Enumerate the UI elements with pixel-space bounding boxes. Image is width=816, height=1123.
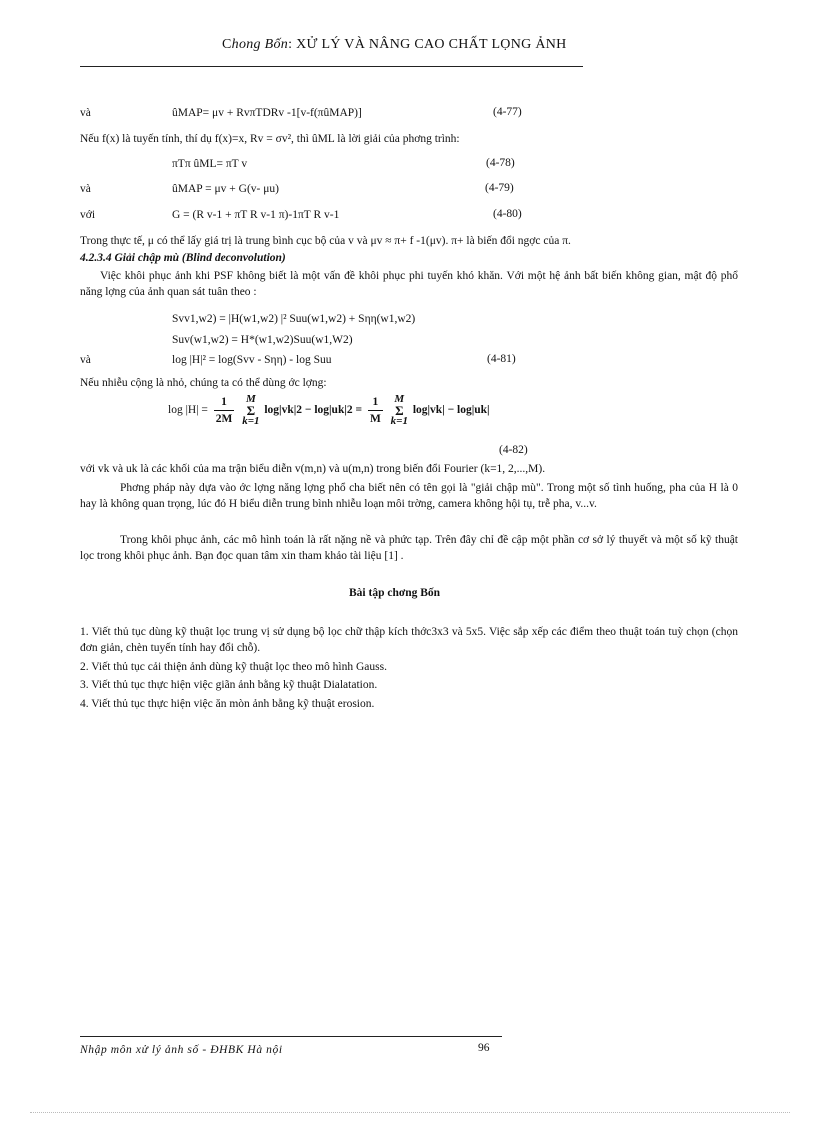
eq82-frac1-num: 1	[214, 394, 235, 411]
header-rule	[80, 66, 583, 67]
exercise-item-3: 3. Viết thủ tục thực hiện việc giãn ảnh bằng kỹ thuật Dialatation.	[80, 679, 378, 691]
page-header	[222, 38, 567, 52]
line-noise: Nếu nhiễu cộng là nhỏ, chúng ta có thể dùng ớc lợng:	[80, 377, 327, 389]
footer-rule	[80, 1036, 502, 1037]
eq82-frac1-den: 2M	[215, 413, 233, 425]
eq82-sum2-bot: k=1	[390, 415, 408, 427]
eq77-number: (4-77)	[493, 106, 522, 118]
eq80-lead: với	[80, 209, 96, 221]
exercise-item-1-text: 1. Viết thủ tục dùng kỹ thuật lọc trung vị sử dụng bộ lọc chữ thập kích thớc3x3 và 5x5. Việc sắp xếp các điểm theo thuật toán tuỳ chọn (chọn đơn giản, chèn tuyến tính hay đổi chỗ).	[80, 626, 738, 654]
eq79-body: ûMAP = μv + G(v- μu)	[172, 183, 279, 195]
eq82-term-2: log|vk| − log|uk|	[412, 404, 490, 417]
paragraph-method-text: Phơng pháp này dựa vào ớc lợng năng lợng phổ cha biết nên có tên gọi là "giải chập mù". Trong một số tình huống, pha của H là 0 hay là không quan trọng, lúc đó H biểu diễn trung bình nhiễu loạn môi trờng, camera không hội tụ, trễ pha, v...v.	[80, 482, 738, 510]
paragraph-blind-text: Việc khôi phục ảnh khi PSF không biết là một vấn đề khôi phục phi tuyến khó khăn. Với một hệ ảnh bất biến không gian, mật độ phổ năng lợng của ảnh quan sát tuân theo :	[80, 270, 738, 298]
line-nonlinear: Nếu f(x) là tuyến tính, thí dụ f(x)=x, Rv = σv², thì ûML là lời giải của phơng trình:	[80, 133, 460, 145]
section-title: 4.2.3.4 Giải chập mù (Blind deconvolution)	[80, 252, 286, 264]
eq82-frac2-den: M	[369, 413, 381, 425]
eq79-number: (4-79)	[485, 182, 514, 194]
line-where: với vk và uk là các khối của ma trận biểu diễn v(m,n) và u(m,n) trong biến đổi Fourier (k=1, 2,...,M).	[80, 463, 546, 475]
eq82-formula	[168, 394, 490, 427]
paragraph-summary-text: Trong khôi phục ảnh, các mô hình toán là rất nặng nề và phức tạp. Trên đây chỉ đề cập một phần cơ sở lý thuyết và một số kỹ thuật lọc trong khôi phục ảnh. Bạn đọc quan tâm xin tham khảo tài liệu [1] .	[80, 534, 738, 562]
eq77-body: ûMAP= μv + RvπTDRv -1[v-f(πûMAP)]	[172, 107, 362, 119]
eq78-body: πTπ ûML= πT v	[172, 158, 248, 170]
eq82-sum1-bot: k=1	[242, 415, 260, 427]
header-prefix: C	[222, 37, 232, 52]
eq82-sum2-sym: Σ	[395, 403, 404, 418]
eq79-lead: và	[80, 183, 91, 195]
eq82-sum-1	[242, 394, 259, 427]
exercise-item-1	[80, 624, 738, 656]
eq82-term-1: log|vk|2 − log|uk|2 =	[264, 404, 363, 417]
eq82-lhs: log |H| =	[168, 404, 208, 417]
eq81-lead: và	[80, 354, 91, 366]
header-title: XỬ LÝ VÀ NÂNG CAO CHẤT LỌNG ẢNH	[292, 37, 567, 52]
paragraph-method	[80, 480, 738, 512]
exercise-item-4: 4. Viết thủ tục thực hiện việc ăn mòn ảnh bằng kỹ thuật erosion.	[80, 698, 375, 710]
exercises-title: Bài tập chơng Bốn	[349, 587, 441, 599]
eq82-sum-2	[391, 394, 408, 427]
spectrum-eq2: Suv(w1,w2) = H*(w1,w2)Suu(w1,W2)	[172, 334, 353, 346]
header-colon: :	[288, 37, 293, 52]
paragraph-blind	[80, 268, 738, 300]
eq81-body: log |H|² = log(Svv - Sηη) - log Suu	[172, 354, 332, 366]
header-chapter: hong Bốn	[231, 37, 289, 52]
exercise-item-2: 2. Viết thủ tục cải thiện ảnh dùng kỹ thuật lọc theo mô hình Gauss.	[80, 661, 387, 673]
eq82-frac2-num: 1	[368, 394, 383, 411]
spectrum-eq1: Svv1,w2) = |H(w1,w2) |² Suu(w1,w2) + Sηη(w1,w2)	[172, 313, 416, 325]
eq81-number: (4-81)	[487, 353, 516, 365]
eq82-sum1-top: M	[245, 393, 256, 405]
eq82-fraction-1	[214, 394, 235, 427]
eq82-number: (4-82)	[499, 444, 528, 456]
eq77-lead: và	[80, 107, 91, 119]
page-bottom-dotted-line	[30, 1112, 790, 1114]
eq82-sum1-sym: Σ	[246, 403, 256, 418]
line-practice: Trong thực tế, μ có thể lấy giá trị là trung bình cục bộ của v và μv ≈ π+ f -1(μv). π+ là biến đổi ngợc của π.	[80, 235, 571, 247]
eq80-number: (4-80)	[493, 208, 522, 220]
eq78-number: (4-78)	[486, 157, 515, 169]
page-number: 96	[478, 1042, 490, 1054]
paragraph-summary	[80, 532, 738, 564]
footer-text: Nhập môn xử lý ảnh số - ĐHBK Hà nội	[80, 1044, 283, 1056]
eq80-body: G = (R v-1 + πT R v-1 π)-1πT R v-1	[172, 209, 340, 221]
eq82-fraction-2	[368, 394, 383, 427]
eq82-sum2-top: M	[394, 393, 405, 405]
